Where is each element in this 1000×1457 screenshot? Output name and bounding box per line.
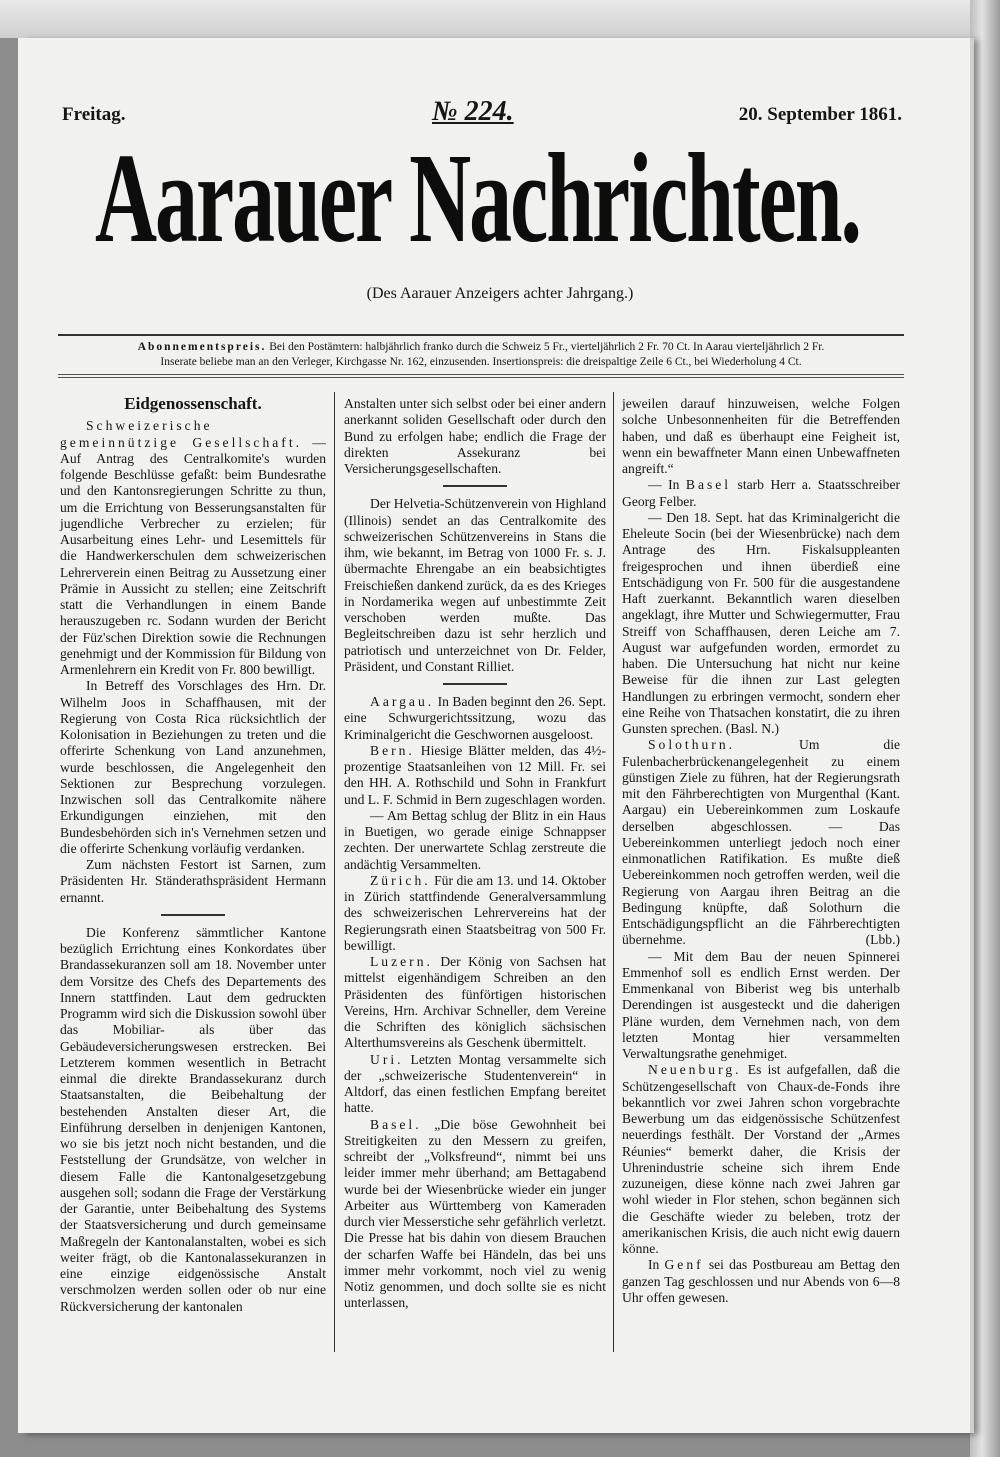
paragraph-text: In Betreff des Vorschlages des Hrn. Dr. Wilhelm Joos in Schaffhausen, mit der Regierung von Costa Rica rücksichtlich der Kolonisation in Beziehungen zu treten und die offerirte Schenkung von Land anzunehmen, wurde beschlossen, die Angelegenheit den Sektionen zur Besprechung vorzulegen. Inzwischen soll das Centralkomite nähere Erkundigungen einziehen, mit den Bundesbehörden sich in's Vernehmen setzen und die offerirte Schenkung vorläufig verdanken. bbox=[60, 678, 326, 856]
article-paragraph bbox=[60, 678, 326, 857]
article-paragraph bbox=[622, 396, 900, 477]
column-1 bbox=[60, 396, 326, 1315]
article-paragraph bbox=[60, 418, 326, 678]
paragraph-prefix: In bbox=[648, 1257, 665, 1273]
paragraph-text: Letzten Montag versammelte sich der „schweizerische Studentenverein“ in Altdorf, das einen festlichen Empfang bereitet hatte. bbox=[344, 1051, 606, 1116]
dateline-place: Solothurn. bbox=[648, 737, 736, 753]
article-paragraph bbox=[344, 808, 606, 873]
paragraph-text: In Baden beginnt den 26. Sept. eine Schwurgerichtssitzung, wozu das Kriminalgericht die Geschwornen ausgeloost. bbox=[344, 694, 606, 742]
article-paragraph bbox=[622, 510, 900, 738]
dateline bbox=[62, 96, 902, 130]
article-paragraph bbox=[622, 477, 900, 510]
column-rule bbox=[334, 392, 335, 1352]
article-paragraph bbox=[622, 1257, 900, 1306]
issue-date: 20. September 1861. bbox=[738, 104, 902, 125]
paragraph-text: Die Konferenz sämmtlicher Kantone bezüglich Errichtung eines Konkordates über Brandassekuranzen soll am 18. November unter dem Vorsitze des Chefs des Departements des Innern stattfinden. Laut dem gedruckten Programm wird sich die Diskussion sowohl über das Mobiliar- als über das Gebäudeversicherungswesen erstrecken. Bei Letzterem kommen wesentlich in Betracht einmal die direkte Brandassekuranz durch Staatsanstalten, die Beibehaltung der bestehenden Anstalten dieser Art, die Einführung derselben in denjenigen Kantonen, wo sie bis jetzt noch nicht bestanden, und die Feststellung der Grundsätze, von welcher in diesem Falle die Kantonalgesetzgebung ausgehen soll; sodann die Frage der Verstärkung der Garantie, unter Beibehaltung des Systems der Staatsversicherung und durch gemeinsame Maßregeln der Kantonalanstalten, wobei es sich weiter frägt, ob die Kantonalassekuranzen in eine einzige eidgenössische Anstalt verschmolzen werden sollen oder ob nur eine Rückversicherung der kantonalen bbox=[60, 924, 326, 1314]
article-separator bbox=[443, 683, 507, 685]
paragraph-text: Für die am 13. und 14. Oktober in Zürich stattfindende Generalversammlung des schweizerischen Lehrervereins hat der Regierungsrath einen Staatsbeitrag von 500 Fr. bewilligt. bbox=[344, 872, 606, 953]
paragraph-text: — Am Bettag schlug der Blitz in ein Haus in Buetigen, wo gerade einige Schnappser zechten. Der unerwartete Schlag zerstreute die andächtig Versammelten. bbox=[344, 807, 606, 872]
paragraph-text: jeweilen darauf hinzuweisen, welche Folgen solche Unbesonnenheiten für die Betreffenden haben, und daß es überhaupt eine Feigheit ist, wenn ein bewaffneter Mann einen Unbewaffneten angreift.“ bbox=[622, 396, 900, 476]
article-paragraph bbox=[344, 1117, 606, 1312]
dateline-place: Aargau. bbox=[370, 694, 435, 709]
subscription-info bbox=[58, 340, 904, 370]
column-2 bbox=[344, 396, 606, 1312]
paragraph-text: Um die Fulenbacherbrückenangelegenheit zu einem günstigen Ziele zu führen, hat der Regierungsrath mit den Fährberechtigten von Murgenthal (Kant. Aargau) ein Uebereinkommen zum Loskaufe derselben abgeschlossen. — Das Uebereinkommen unterliegt jedoch noch einer einmonatlichen Ratifikation. Es mußte dieß Uebereinkommen noch getroffen werden, weil die Regierung von Aargau ihren Beitrag an die Bedingung knüpfte, daß Solothurn die Entschädigungspflicht an die Fährberechtigten übernehme. bbox=[622, 737, 900, 948]
paragraph-text: Hiesige Blätter melden, das 4½-prozentige Staatsanleihen von 12 Mill. Fr. sei den HH. A. Rothschild und Sohn in Frankfurt und L. F. Schmid in Bern zugeschlagen worden. bbox=[344, 742, 606, 807]
weekday: Freitag. bbox=[62, 104, 126, 125]
paragraph-text: Zum nächsten Festort ist Sarnen, zum Präsidenten Hr. Ständerathspräsident Hermann ernannt. bbox=[60, 857, 326, 905]
paragraph-text: Es ist aufgefallen, daß die Schützengesellschaft von Chaux-de-Fonds ihre bekanntlich vor zwei Jahren schon vorgebrachte Bewerbung um das eidgenössische Schützenfest neuerdings festhält. Der Vorstand der „Armes Réunies“ bemerkt daher, die Krisis der Uhrenindustrie scheine sich ihrem Ende zuzuneigen, diese könne nach zwei Jahren gar wohl wieder in Flor stehen, schon begännen sich die Geschäfte wieder zu beleben, trotz der amerikanischen Krisis, die auch nicht ewig dauern könne. bbox=[622, 1062, 900, 1256]
paragraph-text: — Mit dem Bau der neuen Spinnerei Emmenhof soll es endlich Ernst werden. Der Emmenkanal von Biberist weg bis unterhalb Derendingen ist ausgesteckt und die daherigen Pläne wurden, dem Vernehmen nach, von dem letzten Montag hier versammelten Verwaltungsrathe genehmiget. bbox=[622, 948, 900, 1061]
article-paragraph bbox=[344, 396, 606, 477]
paragraph-text: Anstalten unter sich selbst oder bei einer andern anerkannt soliden Gesellschaft oder durch den Bund zu erfolgen habe; endlich die Frage der direkten Assekuranz bei Versicherungsgesellschaften. bbox=[344, 396, 606, 476]
article-separator bbox=[443, 485, 507, 487]
dateline-place: Basel. bbox=[370, 1116, 422, 1132]
article-paragraph bbox=[344, 873, 606, 954]
divider bbox=[58, 334, 904, 336]
section-heading: Eidgenossenschaft. bbox=[124, 394, 262, 413]
article-paragraph bbox=[622, 737, 900, 948]
dateline-place: Neuenburg. bbox=[648, 1062, 742, 1078]
dateline-place: Genf bbox=[664, 1257, 704, 1273]
article-paragraph bbox=[60, 925, 326, 1315]
divider bbox=[58, 377, 904, 378]
masthead bbox=[95, 128, 1000, 268]
divider bbox=[58, 374, 904, 375]
paragraph-text: — Den 18. Sept. hat das Kriminalgericht die Eheleute Socin (bei der Wiesenbrücke) nach dem Antrage des Hrn. Fiskalsuppleanten freigesprochen und ihnen überdieß eine Entschädigung von Fr. 500 für die ausgestandene Haft zuerkannt. Bekanntlich waren dieselben angeklagt, ihre Mutter und Schwiegermutter, Frau Streiff von Schaffhausen, deren Leiche am 7. August war aufgefunden worden, ermordet zu haben. Die Untersuchung hat nicht nur keine Beweise für die ihnen zur Last gelegten Handlungen zu erbringen vermocht, sondern eher eine Reihe von Thatsachen konstatirt, die zu ihren Gunsten sprechen. (Basl. N.) bbox=[622, 509, 900, 736]
article-paragraph bbox=[344, 496, 606, 675]
paragraph-text: „Die böse Gewohnheit bei Streitigkeiten zu den Messern zu greifen, schreibt der „Volksfreund“, nimmt bei uns leider immer mehr überhand; am Bettagabend wurde bei der Wiesenbrücke wieder ein junger Arbeiter aus Württemberg von Kameraden durch vier Messerstiche sehr gefährlich verletzt. Die Presse hat bis dahin von diesem Brauchen der scharfen Waffe bei Händeln, das bei uns immer mehr vorkommt, noch viel zu wenig Notiz genommen, und doch sollte sie es nicht unterlassen, bbox=[344, 1116, 606, 1311]
subscription-line-1: Bei den Postämtern: halbjährlich franko durch die Schweiz 5 Fr., vierteljährlich 2 Fr. 70 Ct. In Aarau vierteljährlich 2 Fr. bbox=[269, 341, 825, 353]
dateline-place: Luzern. bbox=[370, 954, 433, 969]
subscription-line-2: Inserate beliebe man an den Verleger, Kirchgasse Nr. 162, einzusenden. Insertionspreis: die dreispaltige Zeile 6 Ct., bei Wiederholung 4 Ct. bbox=[160, 356, 802, 368]
dateline-place: Bern. bbox=[370, 742, 415, 758]
paragraph-text: Der König von Sachsen hat mittelst eigenhändigem Schreiben an den Präsidenten des fünförtigen historischen Vereins, Hrn. Archivar Schneller, dem Vereine die Schriften des königlich sächsischen Alterthumsvereins als Geschenk übermittelt. bbox=[344, 954, 606, 1051]
issue-number: № 224. bbox=[432, 96, 514, 127]
article-paragraph bbox=[60, 857, 326, 906]
paragraph-text: — Auf Antrag des Centralkomite's wurden folgende Beschlüsse gefaßt: beim Bundesrathe und den Kantonsregierungen Schritte zu thun, um die Errichtung von Besserungsanstalten für jugendliche Verbrecher zu erzielen; für Ausarbeitung eines Lehr- und Lesemittels für die Handwerkerschulen dem schweizerischen Lehrerverein einen Beitrag zu Aussetzung einer Prämie in Aussicht zu stellen; eine Zeitschrift statt die Verhandlungen in einem Bande herauszugeben rc. Sodann wurden der Bericht der Füz'schen Direktion sowie die Rechnungen genehmigt und der Kommission für Bildung von Armenlehrern ein Kredit von Fr. 800 bewilligt. bbox=[60, 434, 326, 677]
newspaper-title: Aarauer Nachrichten. bbox=[95, 127, 860, 269]
paragraph-text: sei das Postbureau am Bettag den ganzen Tag geschlossen und nur Abends von 6—8 Uhr offen gewesen. bbox=[622, 1257, 900, 1305]
scan-top-band bbox=[0, 0, 1000, 38]
dateline-place: Schweizerische gemeinnützige Gesellschaft. bbox=[60, 418, 302, 450]
article-paragraph bbox=[344, 694, 606, 743]
dateline-place: Basel bbox=[685, 477, 732, 493]
paragraph-text: starb Herr a. Staatsschreiber Georg Felber. bbox=[622, 477, 901, 509]
source-attribution: (Lbb.) bbox=[865, 932, 900, 948]
article-paragraph bbox=[622, 1062, 900, 1257]
column-3 bbox=[622, 396, 900, 1306]
paragraph-text: Der Helvetia-Schützenverein von Highland (Illinois) sendet an das Centralkomite des schweizerischen Schützenvereins in Stans die ihm, wie bekannt, im Betrag von 1000 Fr. s. J. übermachte Ehrengabe an ein beabsichtigtes Freischießen dankend zurück, da es des Krieges in Nordamerika wegen auf unbestimmte Zeit verschoben werden mußte. Das Begleitschreiben dazu ist sehr herzlich und patriotisch und unterzeichnet von Dr. Felder, Präsident, und Constant Rilliet. bbox=[344, 496, 606, 674]
article-paragraph bbox=[344, 743, 606, 808]
dateline-place: Uri. bbox=[370, 1051, 404, 1067]
paragraph-prefix: — In bbox=[648, 477, 686, 493]
article-paragraph bbox=[344, 954, 606, 1052]
article-separator bbox=[161, 914, 225, 916]
column-rule bbox=[613, 392, 614, 1352]
dateline-place: Zürich. bbox=[370, 872, 431, 888]
masthead-subtitle: (Des Aarauer Anzeigers achter Jahrgang.) bbox=[366, 285, 634, 302]
article-paragraph bbox=[622, 949, 900, 1063]
subscription-lead: Abonnementspreis. bbox=[137, 341, 267, 353]
article-paragraph bbox=[344, 1052, 606, 1117]
